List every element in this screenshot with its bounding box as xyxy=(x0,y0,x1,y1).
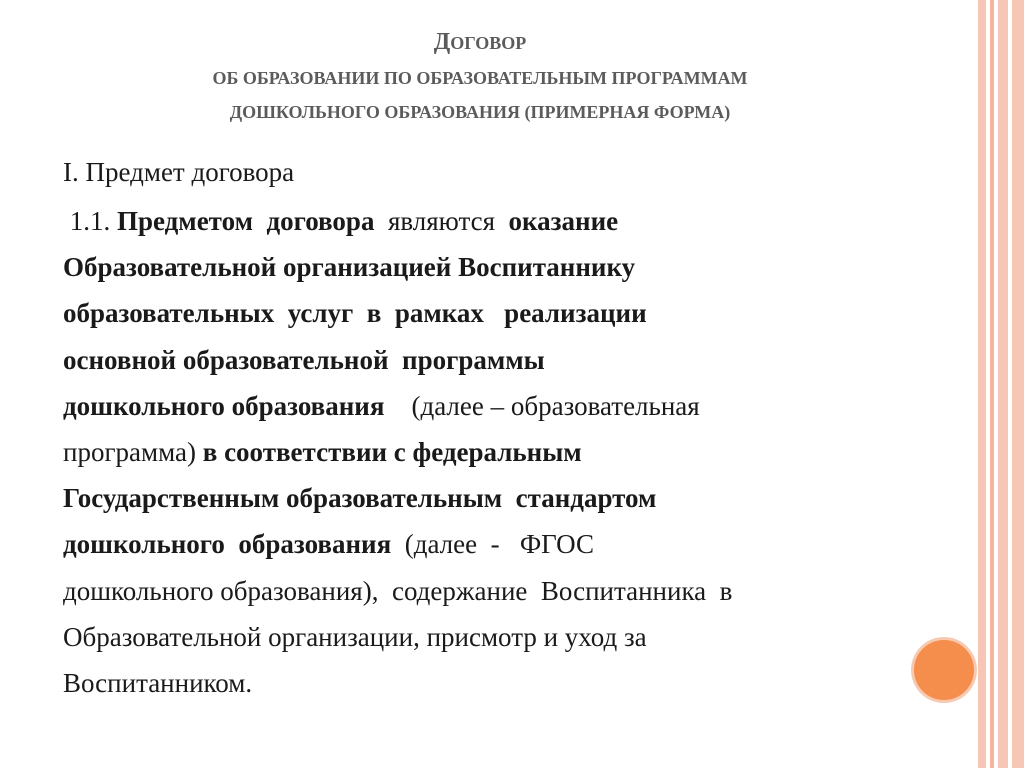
paragraph-line: основной образовательной программы xyxy=(63,344,545,375)
text-run: программа) xyxy=(63,437,203,468)
bold-phrase: Предметом договора xyxy=(117,206,375,236)
paragraph-line xyxy=(63,521,933,567)
decorative-stripe xyxy=(978,0,986,768)
text-run: (далее - ФГОС xyxy=(391,529,594,560)
paragraph-line: Образовательной организацией Воспитаннику xyxy=(63,252,636,283)
title-main-initial: Д xyxy=(433,29,451,55)
paragraph-line: Образовательной организации, присмотр и уход за xyxy=(63,621,647,652)
decorative-stripe xyxy=(998,0,1008,768)
bold-phrase: дошкольного образования xyxy=(63,390,385,421)
paragraph-line: образовательных услуг в рамках реализации xyxy=(63,298,647,329)
bold-phrase: в соответствии с федеральным xyxy=(202,437,582,468)
paragraph-line xyxy=(63,198,933,244)
decorative-stripe xyxy=(1012,0,1024,768)
bold-phrase: дошкольного образования xyxy=(63,529,392,560)
title-subtitle-line-1: ОБ ОБРАЗОВАНИИ ПО ОБРАЗОВАТЕЛЬНЫМ ПРОГРАММАМ xyxy=(212,68,748,88)
title-subtitle-line-2: ДОШКОЛЬНОГО ОБРАЗОВАНИЯ (ПРИМЕРНАЯ ФОРМА) xyxy=(229,102,731,122)
paragraph-line xyxy=(63,383,933,429)
paragraph-line: Государственным образовательным стандартом xyxy=(63,483,657,514)
text-run: являются xyxy=(374,206,509,236)
paragraph-line: Воспитанником. xyxy=(63,668,253,699)
title-main-rest: ОГОВОР xyxy=(450,33,527,53)
text-run: (далее – образовательная xyxy=(384,390,700,421)
slide-title xyxy=(60,24,900,129)
paragraph-line xyxy=(63,429,933,475)
clause-number: 1.1. xyxy=(63,206,117,236)
paragraph-line: дошкольного образования), содержание Воспитанника в xyxy=(63,575,733,606)
bold-phrase: оказание xyxy=(508,206,619,236)
decorative-stripe xyxy=(990,0,994,768)
title-main xyxy=(60,24,900,61)
section-heading: I. Предмет договора xyxy=(63,157,295,187)
contract-paragraph xyxy=(63,198,933,706)
